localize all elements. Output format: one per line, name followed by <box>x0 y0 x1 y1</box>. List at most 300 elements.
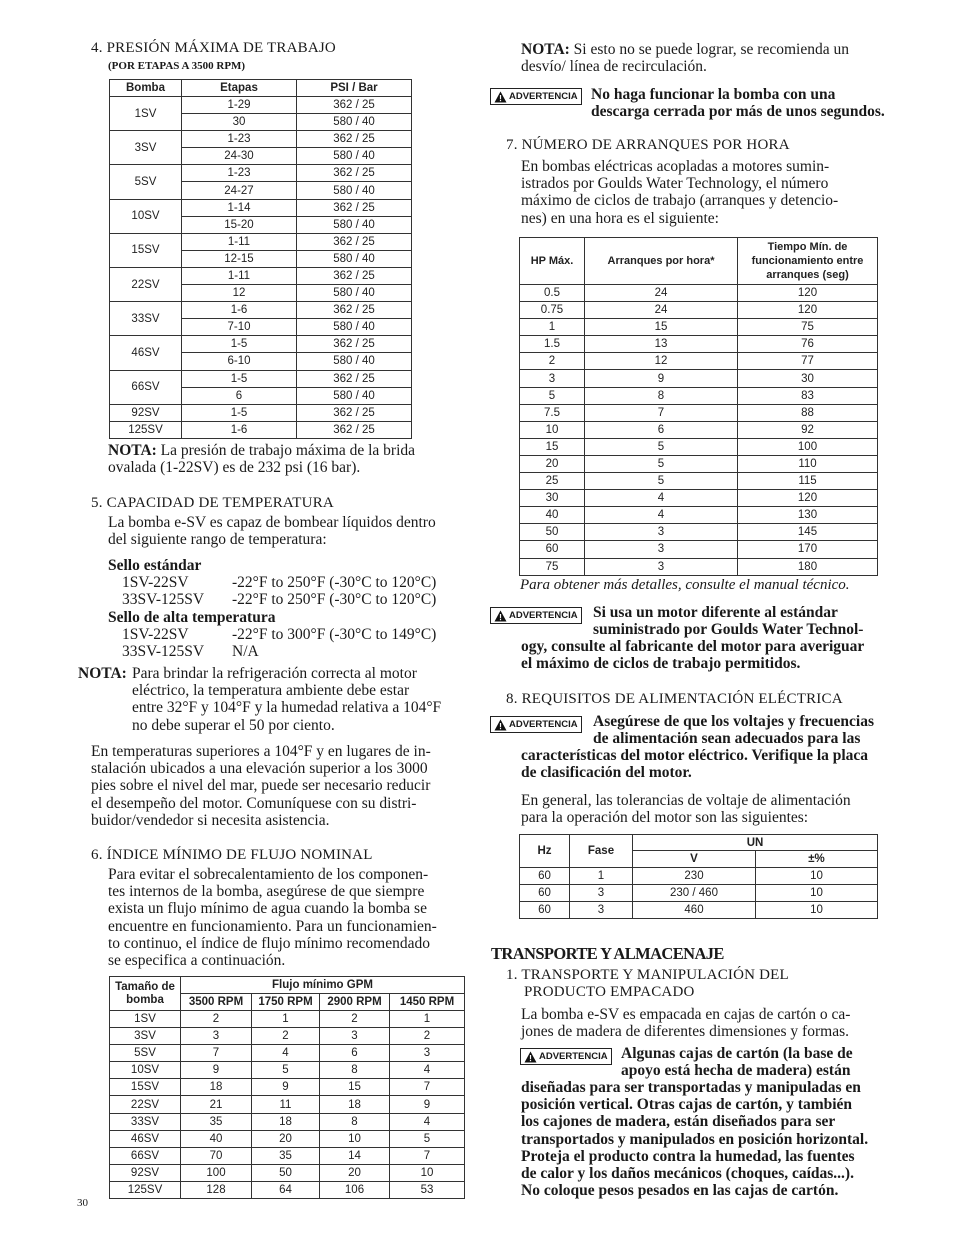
table-row <box>110 1147 465 1164</box>
psi-cell: 580 / 40 <box>297 285 412 302</box>
flow-cell: 10 <box>320 1130 390 1147</box>
starts-cell: 50 <box>520 524 585 541</box>
psi-cell: 580 / 40 <box>297 250 412 267</box>
table-row <box>110 1164 465 1181</box>
psi-cell: 362 / 25 <box>297 267 412 284</box>
flow-cell: 21 <box>181 1096 252 1113</box>
flow-cell: 9 <box>252 1079 320 1096</box>
flow-cell: 18 <box>181 1079 252 1096</box>
psi-cell: 580 / 40 <box>297 182 412 199</box>
note-text: ovalada (1-22SV) es de 232 psi (16 bar). <box>108 459 361 477</box>
pump-cell: 92SV <box>110 404 182 421</box>
paragraph-line: no debe superar el 50 por ciento. <box>132 716 335 734</box>
flow-cell: 64 <box>252 1181 320 1198</box>
paragraph-line: exista un flujo mínimo de agua cuando la bomba se <box>108 900 427 918</box>
section-8-paragraph <box>521 792 851 826</box>
stages-cell: 1-5 <box>182 370 297 387</box>
flow-cell: 7 <box>390 1147 465 1164</box>
starts-cell: 24 <box>585 302 738 319</box>
paragraph-line: eléctrico, la temperatura ambiente debe estar <box>132 682 410 700</box>
transport-1-paragraph <box>521 1006 850 1040</box>
warning-triangle-icon <box>494 719 507 731</box>
stages-cell: 1-14 <box>182 199 297 216</box>
starts-cell: 100 <box>738 438 878 455</box>
psi-cell: 362 / 25 <box>297 165 412 182</box>
flow-cell: 5 <box>252 1062 320 1079</box>
paragraph-line: se especifica a continuación. <box>108 952 286 970</box>
flow-rpm-header: 3500 RPM <box>181 994 252 1011</box>
title-line: 1. TRANSPORTE Y MANIPULACIÓN DEL <box>506 967 789 983</box>
table-row <box>520 885 878 902</box>
paragraph-line: istrados por Goulds Water Technology, el número <box>521 175 829 193</box>
flow-table <box>109 976 465 1199</box>
paragraph-line: Para evitar el sobrecalentamiento de los componen- <box>108 866 429 883</box>
starts-cell: 2 <box>520 353 585 370</box>
transport-heading: TRANSPORTE Y ALMACENAJE <box>491 944 724 963</box>
volt-col-header: Hz <box>520 835 570 868</box>
warning-triangle-icon <box>494 91 507 103</box>
flow-cell: 1 <box>252 1011 320 1028</box>
flow-cell: 3 <box>320 1028 390 1045</box>
warning-badge <box>490 716 582 733</box>
pump-cell: 1SV <box>110 97 182 131</box>
flow-cell: 8 <box>320 1062 390 1079</box>
flow-cell: 6 <box>320 1045 390 1062</box>
flow-group-header: Flujo mínimo GPM <box>181 977 465 994</box>
flow-cell: 7 <box>181 1045 252 1062</box>
paragraph-line: La bomba e-SV es empacada en cajas de cartón o ca- <box>521 1006 851 1023</box>
flow-cell: 8 <box>320 1113 390 1130</box>
title-line: PRODUCTO EMPACADO <box>524 984 695 1000</box>
flow-cell: 15 <box>320 1079 390 1096</box>
starts-cell: 60 <box>520 541 585 558</box>
volt-col-header: ±% <box>756 851 878 868</box>
pump-cell: 22SV <box>110 267 182 301</box>
warning-badge <box>490 607 582 624</box>
note-text: Si esto no se puede lograr, se recomienda un <box>573 41 849 58</box>
psi-cell: 362 / 25 <box>297 97 412 114</box>
seal-range: -22°F to 250°F (-30°C to 120°C) <box>232 591 437 609</box>
stages-cell: 6-10 <box>182 353 297 370</box>
flow-cell: 5 <box>390 1130 465 1147</box>
stages-cell: 1-6 <box>182 302 297 319</box>
seal-model: 33SV-125SV <box>122 642 205 660</box>
table-row <box>110 370 412 387</box>
table-row <box>520 524 878 541</box>
starts-cell: 3 <box>585 558 738 575</box>
starts-cell: 75 <box>738 319 878 336</box>
pump-size-cell: 10SV <box>110 1062 181 1079</box>
volt-cell: 10 <box>756 902 878 919</box>
warning-label: ADVERTENCIA <box>509 719 578 730</box>
starts-cell: 75 <box>520 558 585 575</box>
warning-4-text-top <box>621 1045 853 1079</box>
starts-cell: 120 <box>738 285 878 302</box>
pressure-col-header: Etapas <box>182 80 297 97</box>
starts-col-header: Arranques por hora* <box>585 238 738 285</box>
stages-cell: 6 <box>182 387 297 404</box>
flow-cell: 4 <box>252 1045 320 1062</box>
pump-cell: 10SV <box>110 199 182 233</box>
pump-size-cell: 1SV <box>110 1011 181 1028</box>
paragraph-line: to continuo, el índice de flujo mínimo recomendado <box>108 934 430 952</box>
starts-cell: 5 <box>585 473 738 490</box>
warning-line: suministrado por Goulds Water Technol- <box>593 621 864 639</box>
warning-line: el máximo de ciclos de trabajo permitidos. <box>521 655 801 673</box>
note-text: La presión de trabajo máxima de la brida <box>160 442 416 459</box>
table-row <box>110 1011 465 1028</box>
table-row <box>110 1062 465 1079</box>
starts-cell: 76 <box>738 336 878 353</box>
flow-cell: 14 <box>320 1147 390 1164</box>
table-row <box>110 302 412 319</box>
paragraph-line: para la operación del motor son las siguientes: <box>521 809 809 827</box>
warning-triangle-icon <box>494 610 507 622</box>
paragraph-line: buidor/vendedor si necesita asistencia. <box>91 811 330 829</box>
seal-range: N/A <box>232 642 259 660</box>
flow-cell: 100 <box>181 1164 252 1181</box>
table-row <box>520 285 878 302</box>
pump-cell: 66SV <box>110 370 182 404</box>
starts-cell: 15 <box>585 319 738 336</box>
section-6-paragraph <box>108 866 437 969</box>
flow-cell: 35 <box>252 1147 320 1164</box>
starts-cell: 4 <box>585 490 738 507</box>
starts-cell: 5 <box>520 387 585 404</box>
starts-cell: 1.5 <box>520 336 585 353</box>
flow-cell: 35 <box>181 1113 252 1130</box>
stages-cell: 1-29 <box>182 97 297 114</box>
stages-cell: 15-20 <box>182 216 297 233</box>
starts-cell: 145 <box>738 524 878 541</box>
paragraph-line: En bombas eléctricas acopladas a motores sumin- <box>521 158 830 175</box>
section-7-paragraph <box>521 158 838 227</box>
stages-cell: 1-23 <box>182 165 297 182</box>
seal-model: 33SV-125SV <box>122 591 205 609</box>
starts-cell: 15 <box>520 438 585 455</box>
stages-cell: 1-5 <box>182 336 297 353</box>
section-6-title: 6. ÍNDICE MÍNIMO DE FLUJO NOMINAL <box>91 847 373 863</box>
pressure-col-header: Bomba <box>110 80 182 97</box>
section-5-note <box>132 665 441 734</box>
flow-cell: 20 <box>320 1164 390 1181</box>
warning-line: No coloque pesos pesados en las cajas de cartón. <box>521 1182 839 1200</box>
stages-cell: 24-30 <box>182 148 297 165</box>
section-5-title: 5. CAPACIDAD DE TEMPERATURA <box>91 495 334 511</box>
warning-line: los cajones de madera, están diseñados para ser <box>521 1113 836 1131</box>
warning-line: transportados y manipulados en posición horizontal. <box>521 1130 869 1148</box>
psi-cell: 362 / 25 <box>297 336 412 353</box>
table-row <box>520 473 878 490</box>
warning-line: características del motor eléctrico. Verifique la placa <box>521 747 869 764</box>
transport-1-title <box>506 967 789 1001</box>
note-label: NOTA: <box>521 41 570 58</box>
volt-cell: 230 / 460 <box>633 885 756 902</box>
flow-cell: 50 <box>252 1164 320 1181</box>
paragraph-line: jones de madera de diferentes dimensiones y formas. <box>521 1023 849 1041</box>
warning-label: ADVERTENCIA <box>539 1051 608 1062</box>
volt-cell: 60 <box>520 902 570 919</box>
psi-cell: 580 / 40 <box>297 148 412 165</box>
warning-line: Si usa un motor diferente al estándar <box>593 604 838 621</box>
table-row <box>520 353 878 370</box>
stages-cell: 1-11 <box>182 233 297 250</box>
table-row <box>520 319 878 336</box>
seal-high-temp-label: Sello de alta temperatura <box>108 608 276 626</box>
starts-table-note: Para obtener más detalles, consulte el manual técnico. <box>520 577 850 593</box>
pump-size-cell: 66SV <box>110 1147 181 1164</box>
psi-cell: 362 / 25 <box>297 199 412 216</box>
psi-cell: 362 / 25 <box>297 131 412 148</box>
section-5-intro <box>108 514 436 548</box>
starts-cell: 20 <box>520 455 585 472</box>
table-row <box>520 387 878 404</box>
paragraph-line: pies sobre el nivel del mar, puede ser necesario reducir <box>91 777 431 795</box>
pressure-table <box>109 79 412 439</box>
volt-col-header: Fase <box>570 835 633 868</box>
flow-cell: 9 <box>181 1062 252 1079</box>
warning-badge <box>490 88 582 105</box>
table-row <box>110 421 412 438</box>
note-label: NOTA: <box>108 442 157 459</box>
table-row <box>110 1028 465 1045</box>
psi-cell: 362 / 25 <box>297 370 412 387</box>
starts-cell: 170 <box>738 541 878 558</box>
paragraph-line: stalación ubicados a una elevación superior a los 3000 <box>91 760 428 778</box>
volt-group-header: UN <box>633 835 878 851</box>
pump-size-cell: 33SV <box>110 1113 181 1130</box>
seal-standard-label: Sello estándar <box>108 557 202 574</box>
stages-cell: 30 <box>182 114 297 131</box>
paragraph-line: el desempeño del motor. Comuníquese con su distri- <box>91 794 417 812</box>
flow-cell: 4 <box>390 1062 465 1079</box>
stages-cell: 7-10 <box>182 319 297 336</box>
table-row <box>520 902 878 919</box>
starts-cell: 10 <box>520 421 585 438</box>
volt-cell: 3 <box>570 902 633 919</box>
starts-cell: 110 <box>738 455 878 472</box>
warning-line: ogy, consulte al fabricante del motor para averiguar <box>521 638 865 655</box>
starts-cell: 1 <box>520 319 585 336</box>
section-5-note-label: NOTA: <box>78 665 127 682</box>
starts-cell: 115 <box>738 473 878 490</box>
table-row <box>110 404 412 421</box>
voltage-table <box>519 834 878 919</box>
section-4-note <box>108 442 415 476</box>
starts-cell: 25 <box>520 473 585 490</box>
page-number: 30 <box>77 1197 88 1209</box>
starts-cell: 12 <box>585 353 738 370</box>
starts-cell: 130 <box>738 507 878 524</box>
table-row <box>520 455 878 472</box>
volt-col-header: V <box>633 851 756 868</box>
table-row <box>520 490 878 507</box>
starts-cell: 3 <box>585 541 738 558</box>
warning-3-text-top <box>593 713 874 747</box>
flow-cell: 70 <box>181 1147 252 1164</box>
volt-cell: 230 <box>633 868 756 885</box>
stages-cell: 24-27 <box>182 182 297 199</box>
pump-size-cell: 22SV <box>110 1096 181 1113</box>
flow-cell: 7 <box>390 1079 465 1096</box>
starts-cell: 5 <box>585 438 738 455</box>
section-5-paragraph <box>91 743 431 829</box>
pump-size-cell: 125SV <box>110 1181 181 1198</box>
volt-cell: 10 <box>756 868 878 885</box>
table-row <box>110 1045 465 1062</box>
paragraph-line: En temperaturas superiores a 104°F y en lugares de in- <box>91 743 431 760</box>
pump-cell: 33SV <box>110 302 182 336</box>
table-row <box>110 1181 465 1198</box>
table-row <box>110 97 412 114</box>
flow-cell: 1 <box>390 1011 465 1028</box>
warning-line: Asegúrese de que los voltajes y frecuencias <box>593 713 874 730</box>
stages-cell: 1-11 <box>182 267 297 284</box>
volt-cell: 60 <box>520 868 570 885</box>
flow-cell: 18 <box>320 1096 390 1113</box>
seal-ranges <box>108 557 468 660</box>
warning-label: ADVERTENCIA <box>509 610 578 621</box>
pump-size-cell: 46SV <box>110 1130 181 1147</box>
flow-cell: 128 <box>181 1181 252 1198</box>
paragraph-line: del siguiente rango de temperatura: <box>108 531 327 549</box>
seal-range: -22°F to 300°F (-30°C to 149°C) <box>232 625 437 643</box>
psi-cell: 362 / 25 <box>297 421 412 438</box>
starts-cell: 120 <box>738 490 878 507</box>
warning-line: diseñadas para ser transportadas y manipuladas en <box>521 1079 861 1096</box>
flow-cell: 9 <box>390 1096 465 1113</box>
warning-line: de calor y los daños mecánicos (choques, caídas...). <box>521 1165 854 1183</box>
warning-label: ADVERTENCIA <box>509 91 578 102</box>
flow-cell: 3 <box>390 1045 465 1062</box>
table-row <box>110 267 412 284</box>
flow-cell: 2 <box>390 1028 465 1045</box>
paragraph-line: La bomba e-SV es capaz de bombear líquidos dentro <box>108 514 436 531</box>
paragraph-line: encuentre en funcionamiento. Para un funcionamien- <box>108 917 437 935</box>
psi-cell: 580 / 40 <box>297 387 412 404</box>
starts-cell: 92 <box>738 421 878 438</box>
table-row <box>520 868 878 885</box>
flow-rpm-header: 2900 RPM <box>320 994 390 1011</box>
warning-2-text-bottom <box>521 638 864 672</box>
pump-cell: 46SV <box>110 336 182 370</box>
section-4-title: 4. PRESIÓN MÁXIMA DE TRABAJO <box>91 40 336 56</box>
starts-cell: 7 <box>585 404 738 421</box>
flow-cell: 2 <box>320 1011 390 1028</box>
flow-cell: 10 <box>390 1164 465 1181</box>
pump-cell: 15SV <box>110 233 182 267</box>
flow-cell: 4 <box>390 1113 465 1130</box>
psi-cell: 580 / 40 <box>297 319 412 336</box>
section-4-subtitle: (POR ETAPAS A 3500 RPM) <box>108 60 246 72</box>
table-row <box>110 233 412 250</box>
table-row <box>520 370 878 387</box>
volt-cell: 1 <box>570 868 633 885</box>
flow-col-header: Tamaño de bomba <box>110 977 181 1011</box>
table-row <box>520 507 878 524</box>
flow-cell: 53 <box>390 1181 465 1198</box>
starts-cell: 30 <box>738 370 878 387</box>
pump-cell: 5SV <box>110 165 182 199</box>
warning-line: Proteja el producto contra la humedad, las fuentes <box>521 1147 855 1165</box>
warning-4-text-bottom <box>521 1079 868 1199</box>
table-row <box>520 421 878 438</box>
table-row <box>110 1130 465 1147</box>
seal-model: 1SV-22SV <box>122 625 189 643</box>
flow-cell: 2 <box>181 1011 252 1028</box>
starts-cell: 0.75 <box>520 302 585 319</box>
flow-cell: 20 <box>252 1130 320 1147</box>
flow-rpm-header: 1750 RPM <box>252 994 320 1011</box>
volt-cell: 3 <box>570 885 633 902</box>
paragraph-line: Para brindar la refrigeración correcta al motor <box>132 665 417 682</box>
psi-cell: 580 / 40 <box>297 216 412 233</box>
psi-cell: 580 / 40 <box>297 114 412 131</box>
flow-cell: 3 <box>181 1028 252 1045</box>
flow-cell: 40 <box>181 1130 252 1147</box>
section-7-title: 7. NÚMERO DE ARRANQUES POR HORA <box>506 137 790 153</box>
table-row <box>520 558 878 575</box>
flow-rpm-header: 1450 RPM <box>390 994 465 1011</box>
section-8-title: 8. REQUISITOS DE ALIMENTACIÓN ELÉCTRICA <box>506 691 843 707</box>
paragraph-line: En general, las tolerancias de voltaje de alimentación <box>521 792 851 809</box>
starts-cell: 6 <box>585 421 738 438</box>
table-row <box>520 541 878 558</box>
starts-cell: 9 <box>585 370 738 387</box>
seal-range: -22°F to 250°F (-30°C to 120°C) <box>232 574 437 592</box>
starts-cell: 13 <box>585 336 738 353</box>
starts-cell: 120 <box>738 302 878 319</box>
seal-model: 1SV-22SV <box>122 574 189 592</box>
warning-line: Algunas cajas de cartón (la base de <box>621 1045 853 1062</box>
starts-cell: 0.5 <box>520 285 585 302</box>
stages-cell: 1-6 <box>182 421 297 438</box>
starts-cell: 8 <box>585 387 738 404</box>
stages-cell: 12 <box>182 285 297 302</box>
volt-cell: 60 <box>520 885 570 902</box>
pump-cell: 125SV <box>110 421 182 438</box>
flow-cell: 106 <box>320 1181 390 1198</box>
flow-note <box>521 41 849 75</box>
warning-line: de clasificación del motor. <box>521 764 692 782</box>
flow-cell: 2 <box>252 1028 320 1045</box>
table-row <box>520 438 878 455</box>
warning-3-text-bottom <box>521 747 868 781</box>
warning-line: de alimentación sean adecuados para las <box>593 730 861 748</box>
table-row <box>110 199 412 216</box>
psi-cell: 362 / 25 <box>297 404 412 421</box>
starts-cell: 88 <box>738 404 878 421</box>
table-row <box>520 302 878 319</box>
table-row <box>110 1079 465 1096</box>
warning-line: posición vertical. Otras cajas de cartón, y también <box>521 1096 853 1114</box>
starts-cell: 24 <box>585 285 738 302</box>
pump-size-cell: 3SV <box>110 1028 181 1045</box>
paragraph-line: entre 32°F y 104°F y la humedad relativa a 104°F <box>132 699 442 717</box>
starts-cell: 3 <box>585 524 738 541</box>
warning-badge <box>520 1048 612 1065</box>
pump-size-cell: 5SV <box>110 1045 181 1062</box>
stages-cell: 1-23 <box>182 131 297 148</box>
starts-per-hour-table <box>519 237 878 576</box>
starts-col-header: HP Máx. <box>520 238 585 285</box>
stages-cell: 12-15 <box>182 250 297 267</box>
table-row <box>520 336 878 353</box>
starts-col-header: Tiempo Mín. de funcionamiento entre arranques (seg) <box>738 238 878 285</box>
table-row <box>110 1113 465 1130</box>
table-row <box>110 131 412 148</box>
flow-cell: 11 <box>252 1096 320 1113</box>
